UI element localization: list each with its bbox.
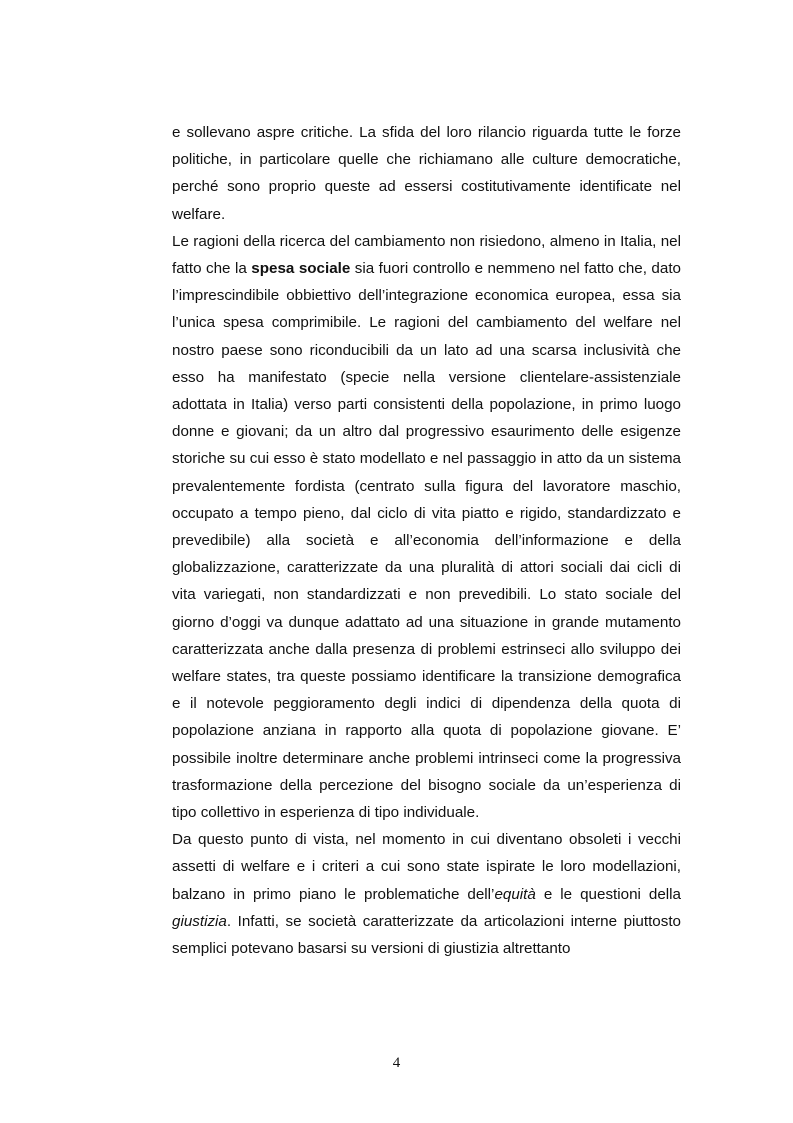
body-text (172, 119, 681, 962)
italic-term: equità (494, 885, 536, 903)
text-segment: e sollevano aspre critiche. La sfida del loro rilancio riguarda tutte le forze politiche, in particolare quelle che richiamano alle culture democratiche, perché sono proprio queste ad essersi costitutivamente identificate nel welfare. (172, 124, 681, 223)
paragraph-2 (172, 228, 681, 826)
page-number: 4 (392, 1055, 401, 1071)
text-segment: . Infatti, se società caratterizzate da articolazioni interne piuttosto semplici potevano basarsi su versioni di giustizia altrettanto (172, 912, 681, 958)
italic-term: giustizia (172, 912, 227, 930)
paragraph-3 (172, 826, 681, 962)
text-segment: e le questioni della (535, 885, 682, 903)
bold-term: spesa sociale (251, 260, 351, 278)
paragraph-1 (172, 119, 681, 228)
text-segment: Da questo punto di vista, nel momento in cui diventano obsoleti i vecchi assetti di welfare e i criteri a cui sono state ispirate le loro modellazioni, balzano in primo piano le problematiche dell’ (172, 831, 681, 903)
text-segment: sia fuori controllo e nemmeno nel fatto che, dato l’imprescindibile obbiettivo dell’integrazione economica europea, essa sia l’unica spesa comprimibile. Le ragioni del cambiamento del welfare nel nostro paese sono riconducibili da un lato ad una scarsa inclusività che esso ha manifestato (specie nella versione clientelare-assistenziale adottata in Italia) verso parti consistenti della popolazione, in primo luogo donne e giovani; da un altro dal progressivo esaurimento delle esigenze storiche su cui esso è stato modellato e nel passaggio in atto da un sistema prevalentemente fordista (centrato sulla figura del lavoratore maschio, occupato a tempo pieno, dal ciclo di vita piatto e rigido, standardizzato e prevedibile) alla società e all’economia dell’informazione e della globalizzazione, caratterizzate da una pluralità di attori sociali dai cicli di vita variegati, non standardizzati e non prevedibili. Lo stato sociale del giorno d’oggi va dunque adattato ad una situazione in grande mutamento caratterizzata anche dalla presenza di problemi estrinseci allo sviluppo dei welfare states, tra queste possiamo identificare la transizione demografica e il notevole peggioramento degli indici di dipendenza della quota di popolazione anziana in rapporto alla quota di popolazione giovane. E’ possibile inoltre determinare anche problemi intrinseci come la progressiva trasformazione della percezione del bisogno sociale da un’esperienza di tipo collettivo in esperienza di tipo individuale. (172, 260, 681, 822)
text-segment: Le ragioni della ricerca del cambiamento non risiedono, almeno in Italia, nel fatto che la (172, 232, 681, 278)
